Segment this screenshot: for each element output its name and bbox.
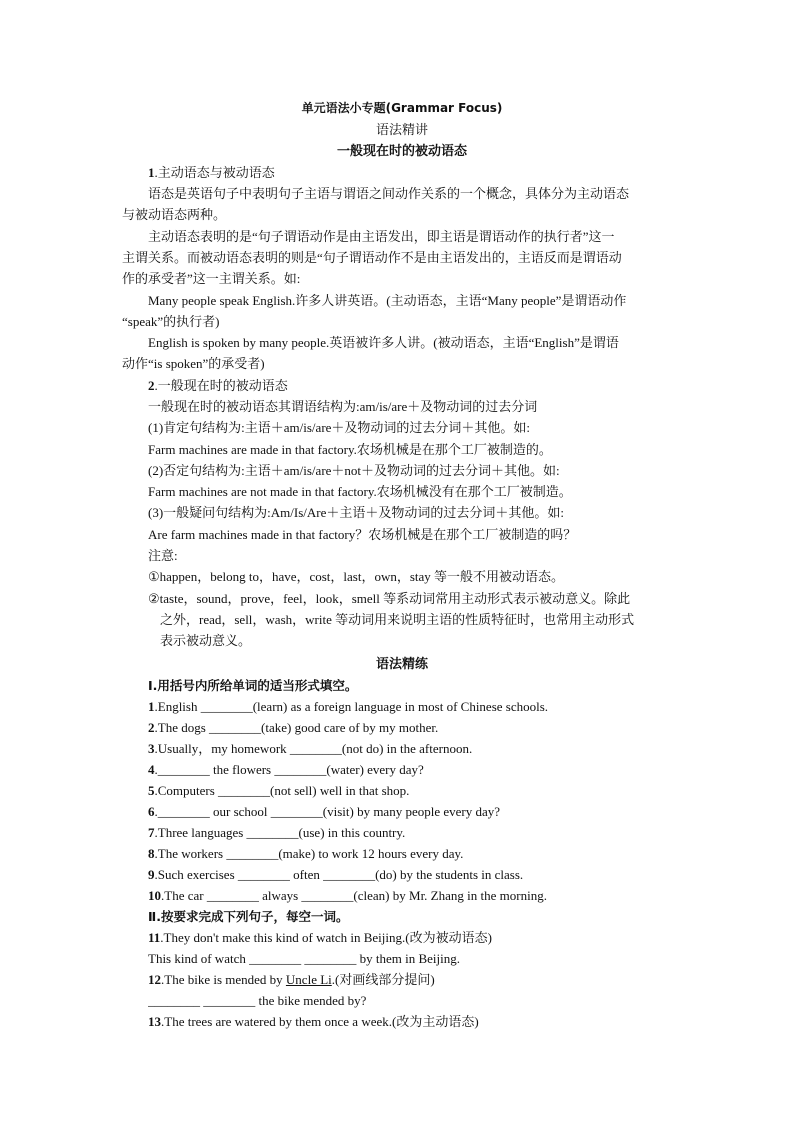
underlined-phrase: Uncle Li (285, 972, 332, 987)
paragraph-line: 作的承受者”这一主谓关系。如: (122, 271, 301, 286)
section2-title: .一般现在时的被动语态 (154, 378, 288, 393)
exercise-text: .The car ________ always ________(clean) by Mr. Zhang in the morning. (161, 888, 547, 903)
example-line: 动作“is spoken”的承受者) (122, 356, 265, 371)
exercise-item (148, 1012, 682, 1032)
example-line: English is spoken by many people.英语被许多人讲。(被动语态，主语“English”是谓语 (148, 335, 619, 350)
exercise-number: 13 (148, 1014, 161, 1029)
section1-number: 1 (148, 165, 155, 180)
exercise-item (148, 823, 682, 843)
section2-number: 2 (148, 378, 155, 393)
exercise-number: 5 (148, 783, 155, 798)
exercise-item (148, 697, 682, 717)
note-label: 注意: (148, 548, 178, 563)
example-line: Farm machines are not made in that factory.农场机械没有在那个工厂被制造。 (148, 484, 572, 499)
exercise-number: 11 (148, 930, 161, 945)
rule-line: (3)一般疑问句结构为:Am/Is/Are＋主语＋及物动词的过去分词＋其他。如: (148, 505, 564, 520)
exercise-item (148, 865, 682, 885)
part2-title: Ⅱ.按要求完成下列句子，每空一词。 (148, 909, 349, 924)
exercise-text: .The trees are watered by them once a week.(改为主动语态) (161, 1014, 479, 1029)
part1-title: Ⅰ.用括号内所给单词的适当形式填空。 (148, 678, 358, 693)
exercise-item (148, 718, 682, 738)
exercise-text: .The bike is mended by (161, 972, 286, 987)
answer-line: ________ ________ the bike mended by? (148, 993, 367, 1008)
exercise-text: .(对画线部分提问) (331, 972, 435, 987)
exercise-text: .Three languages ________(use) in this country. (154, 825, 406, 840)
exercise-text: .English ________(learn) as a foreign language in most of Chinese schools. (154, 699, 549, 714)
exercise-item (148, 928, 682, 948)
exercise-item (148, 739, 682, 759)
exercise-item (148, 802, 682, 822)
exercise-text: .Computers ________(not sell) well in that shop. (154, 783, 410, 798)
exercise-number: 9 (148, 867, 155, 882)
note-line: ②taste，sound，prove，feel，look，smell 等系动词常用主动形式表示被动意义。除此 (148, 591, 631, 606)
exercise-number: 7 (148, 825, 155, 840)
rule-line: (1)肯定句结构为:主语＋am/is/are＋及物动词的过去分词＋其他。如: (148, 420, 531, 435)
section-subtitle: 语法精讲 (375, 122, 428, 137)
paragraph-line: 语态是英语句子中表明句子主语与谓语之间动作关系的一个概念，具体分为主动语态 (148, 186, 630, 201)
note-line: 表示被动意义。 (160, 633, 252, 648)
paragraph-line: 主谓关系。而被动语态表明的则是“句子谓语动作不是由主语发出的，主语反而是谓语动 (122, 250, 622, 265)
practice-heading: 语法精练 (375, 656, 428, 671)
exercise-number: 3 (148, 741, 155, 756)
section1-heading (148, 163, 682, 183)
note-line: 之外，read，sell，wash，write 等动词用来说明主语的性质特征时，也常用主动形式 (160, 612, 635, 627)
section2-heading (148, 376, 682, 396)
paragraph-line: 与被动语态两种。 (122, 207, 227, 222)
paragraph-line: 一般现在时的被动语态其谓语结构为:am/is/are＋及物动词的过去分词 (148, 399, 538, 414)
exercise-text: .The workers ________(make) to work 12 hours every day. (154, 846, 464, 861)
exercise-text: .Usually，my homework ________(not do) in the afternoon. (154, 741, 473, 756)
exercise-number: 1 (148, 699, 155, 714)
exercise-number: 12 (148, 972, 161, 987)
exercise-item (148, 970, 682, 990)
exercise-text: .________ the flowers ________(water) every day? (154, 762, 424, 777)
exercise-number: 6 (148, 804, 155, 819)
exercise-item (148, 760, 682, 780)
exercise-item (148, 781, 682, 801)
exercise-item (148, 886, 682, 906)
note-line: ①happen，belong to，have，cost，last，own，stay 等一般不用被动语态。 (148, 569, 565, 584)
section1-title: .主动语态与被动语态 (154, 165, 275, 180)
exercise-text: .________ our school ________(visit) by many people every day? (154, 804, 501, 819)
exercise-number: 8 (148, 846, 155, 861)
answer-line: This kind of watch ________ ________ by them in Beijing. (148, 951, 460, 966)
topic-title: 一般现在时的被动语态 (336, 143, 467, 158)
example-line: Farm machines are made in that factory.农场机械是在那个工厂被制造的。 (148, 442, 552, 457)
example-line: Are farm machines made in that factory？农场机械是在那个工厂被制造的吗？ (148, 527, 577, 542)
exercise-text: .The dogs ________(take) good care of by my mother. (154, 720, 439, 735)
exercise-text: .They don't make this kind of watch in Beijing.(改为被动语态) (160, 930, 492, 945)
example-line: Many people speak English.许多人讲英语。(主动语态，主语“Many people”是谓语动作 (148, 293, 627, 308)
paragraph-line: 主动语态表明的是“句子谓语动作是由主语发出，即主语是谓语动作的执行者”这一 (148, 229, 615, 244)
exercise-number: 2 (148, 720, 155, 735)
exercise-number: 10 (148, 888, 161, 903)
unit-title: 单元语法小专题(Grammar Focus) (301, 101, 503, 115)
exercise-number: 4 (148, 762, 155, 777)
rule-line: (2)否定句结构为:主语＋am/is/are＋not＋及物动词的过去分词＋其他。如: (148, 463, 560, 478)
exercise-item (148, 844, 682, 864)
exercise-text: .Such exercises ________ often ________(do) by the students in class. (154, 867, 524, 882)
example-line: “speak”的执行者) (122, 314, 220, 329)
